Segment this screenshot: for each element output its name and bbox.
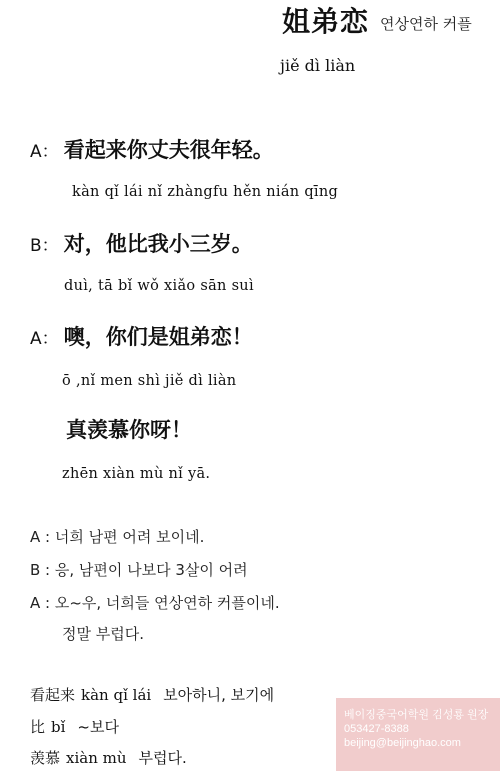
translation-line-4: 정말 부럽다. (62, 625, 144, 643)
dialogue-line-2 (30, 228, 253, 258)
page-subtitle: 연상연하 커플 (380, 15, 472, 33)
translation-line-1: A : 너희 남편 어려 보이네. (30, 528, 205, 546)
pinyin-line-2: duì, tā bǐ wǒ xiǎo sān suì (64, 278, 254, 294)
contact-watermark (336, 698, 500, 771)
vocab-item (30, 716, 119, 737)
academy-name: 베이징중국어학원 김성룡 원장 (344, 709, 489, 721)
vocab-meaning: 부럽다. (138, 749, 187, 767)
vocab-word: 羡慕 (30, 749, 61, 767)
email-address: beijing@beijinghao.com (344, 737, 461, 749)
vocab-item (30, 684, 274, 705)
vocab-pinyin: bǐ (51, 718, 66, 736)
speaker-label: B： (30, 236, 59, 256)
speaker-label: A： (30, 142, 59, 162)
chinese-sentence-4: 真羡慕你呀！ (66, 417, 192, 442)
vocab-word: 比 (30, 718, 46, 736)
chinese-sentence: 看起来你丈夫很年轻。 (63, 137, 274, 162)
dialogue-line-1 (30, 134, 274, 164)
vocab-item (30, 747, 187, 768)
title-pinyin: jiě dì liàn (280, 56, 356, 75)
pinyin-line-4: zhēn xiàn mù nǐ yā. (62, 466, 211, 482)
phone-number: 053427-8388 (344, 723, 409, 735)
translation-line-3: A : 오~우, 너희들 연상연하 커플이네. (30, 594, 280, 612)
speaker-label: A： (30, 329, 59, 349)
page-title: 姐弟恋 (282, 5, 370, 38)
vocab-word: 看起来 (30, 686, 76, 704)
vocab-pinyin: xiàn mù (66, 749, 127, 767)
chinese-sentence: 噢，你们是姐弟恋！ (63, 324, 253, 349)
pinyin-line-3: ō ,nǐ men shì jiě dì liàn (62, 373, 237, 389)
dialogue-line-3 (30, 321, 253, 351)
vocab-pinyin: kàn qǐ lái (81, 686, 152, 704)
vocab-meaning: 보아하니, 보기에 (163, 686, 275, 704)
vocab-meaning: ~보다 (77, 718, 119, 736)
translation-line-2: B : 응, 남편이 나보다 3살이 어려 (30, 561, 248, 579)
chinese-sentence: 对，他比我小三岁。 (63, 231, 253, 256)
pinyin-line-1: kàn qǐ lái nǐ zhàngfu hěn nián qīng (72, 184, 339, 200)
